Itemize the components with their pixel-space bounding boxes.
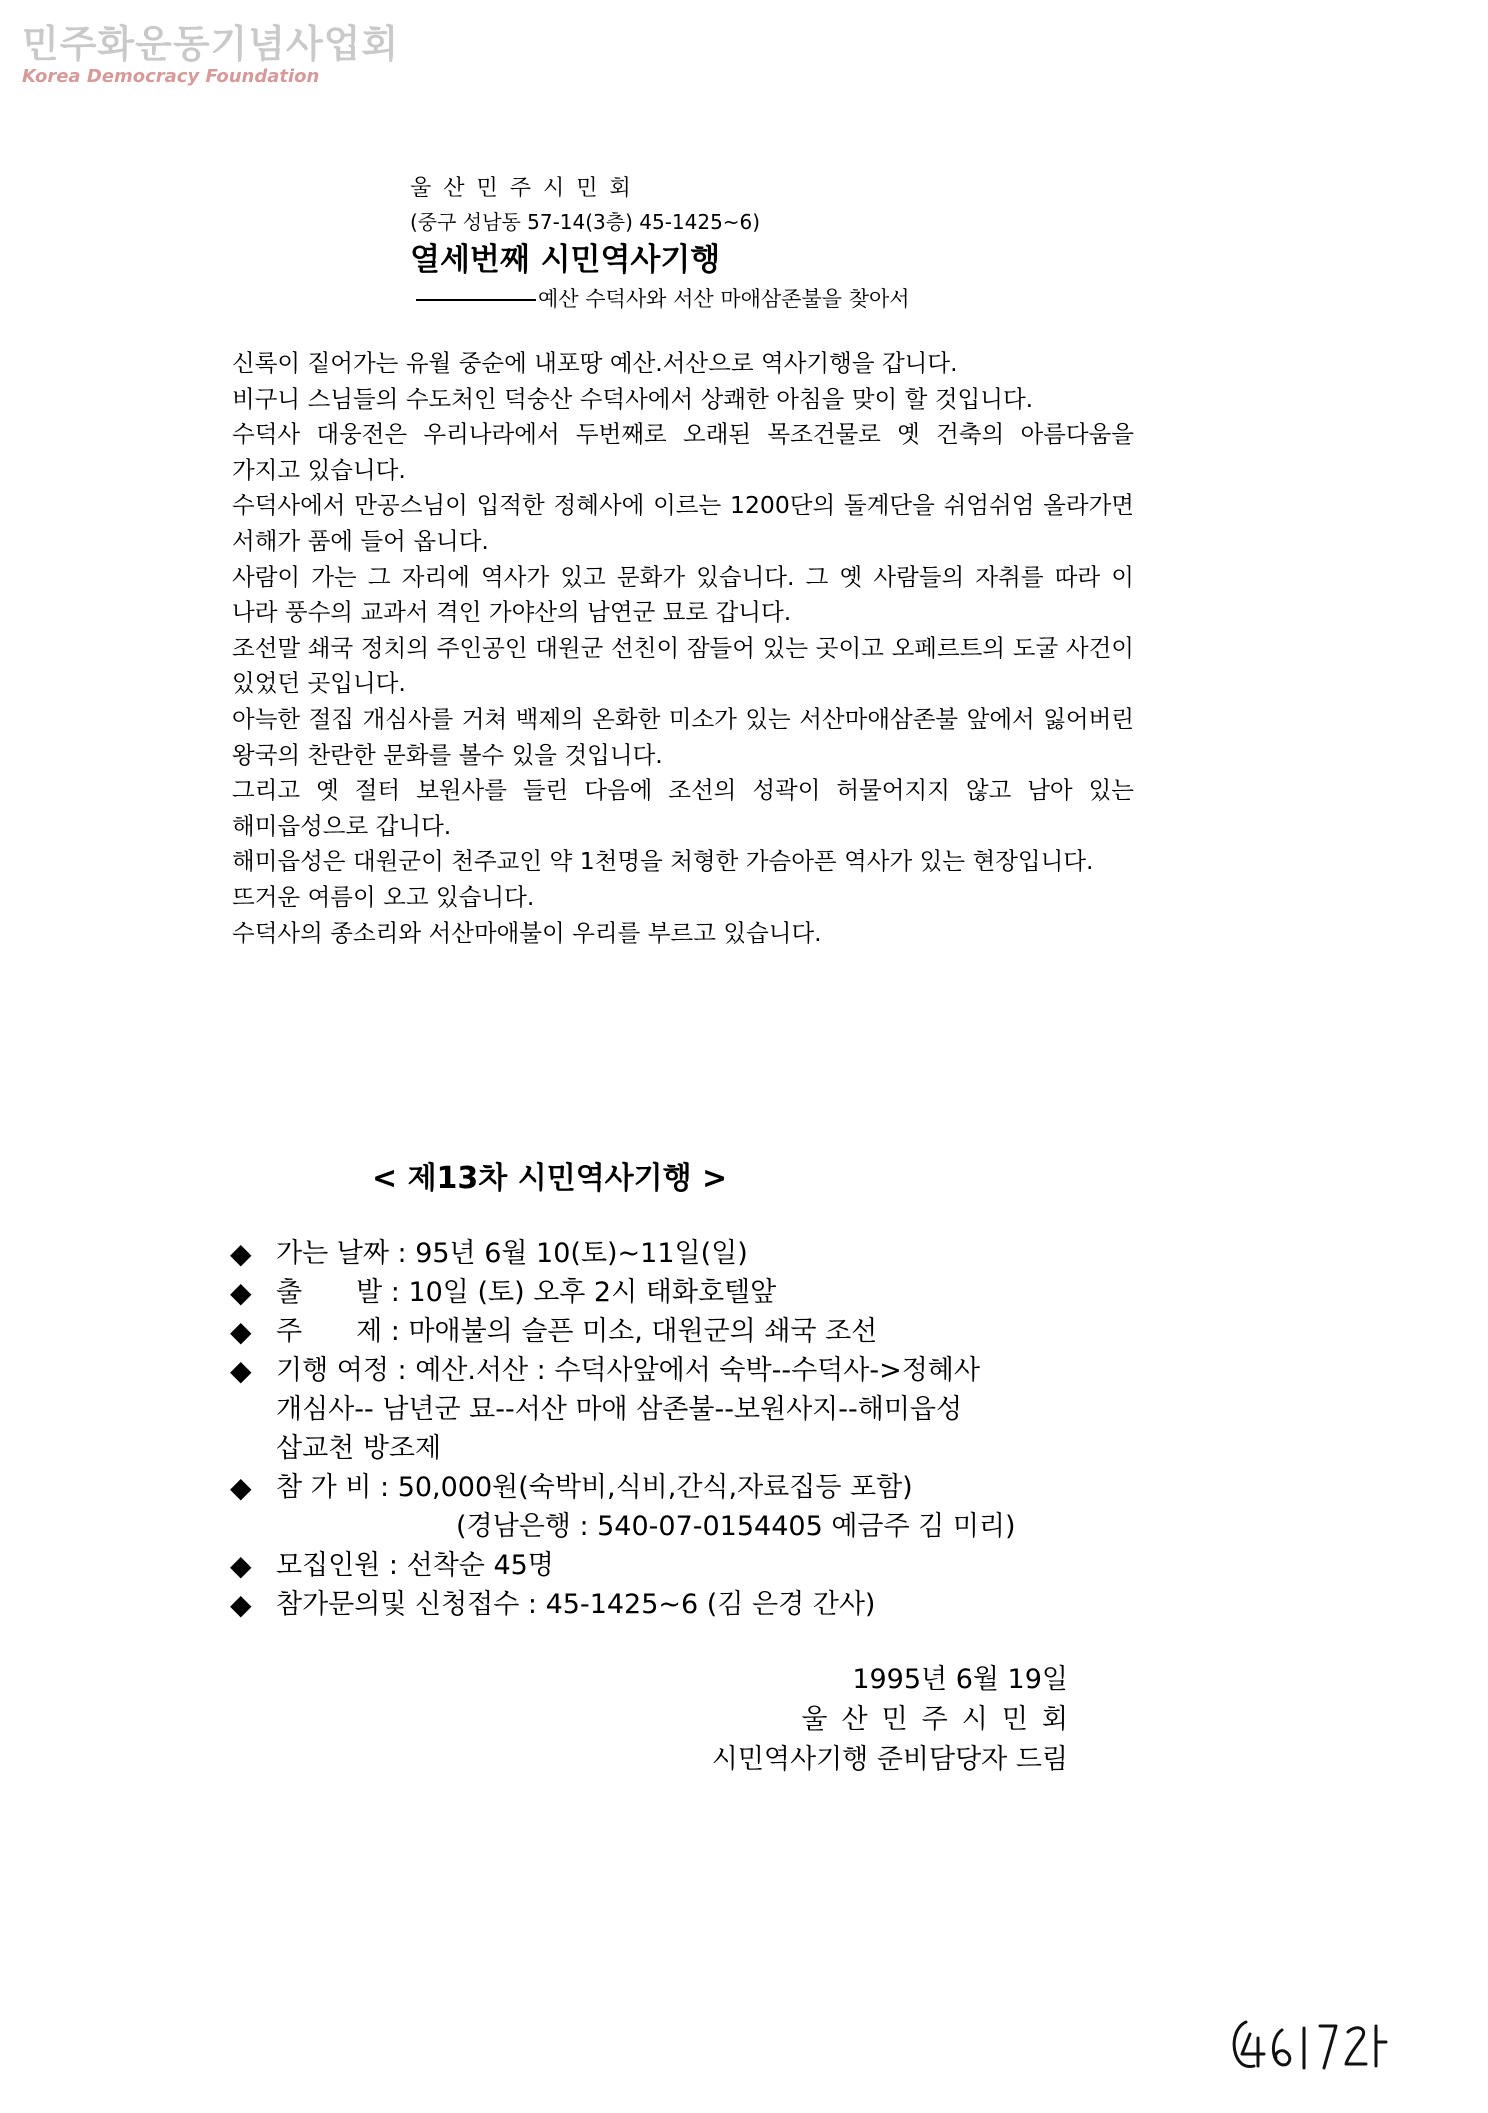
subtitle-dash [416, 299, 536, 301]
trip-details [230, 1234, 1150, 1624]
subtitle-text: 예산 수덕사와 서산 마애삼존불을 찾아서 [538, 287, 910, 311]
body-paragraph: 뜨거운 여름이 오고 있습니다. [232, 882, 535, 911]
detail-label: 참 가 비 : [276, 1472, 390, 1503]
detail-value: 95년 6월 10(토)~11일(일) [415, 1238, 748, 1269]
detail-value: 45-1425~6 (김 은경 간사) [545, 1589, 876, 1620]
body-paragraph: 해미읍성은 대원군이 천주교인 약 1천명을 처형한 가슴아픈 역사가 있는 현장입니다. [232, 847, 1094, 876]
detail-label: 가는 날짜 : [276, 1238, 407, 1269]
detail-route [230, 1351, 1150, 1468]
document-header [410, 172, 1050, 316]
signature-date: 1995년 6월 19일 [852, 1664, 1068, 1695]
detail-label: 모집인원 : [276, 1550, 399, 1581]
bank-account: (경남은행 : 540-07-0154405 예금주 김 미리) [456, 1511, 1016, 1542]
diamond-bullet-icon: ◆ [230, 1237, 252, 1270]
detail-label: 출 발 : [276, 1277, 400, 1308]
body-paragraph: 조선말 쇄국 정치의 주인공인 대원군 선친이 잠들어 있는 곳이고 오페르트의 도굴 사건이 있었던 곳입니다. [232, 633, 1134, 698]
diamond-bullet-icon: ◆ [230, 1549, 252, 1582]
body-paragraph: 수덕사에서 만공스님이 입적한 정혜사에 이르는 1200단의 돌계단을 쉬엄쉬엄 올라가면 서해가 품에 들어 옵니다. [232, 491, 1134, 555]
detail-recruit [230, 1546, 1150, 1585]
watermark-logo [22, 22, 400, 88]
watermark-english: Korea Democracy Foundation [22, 66, 320, 87]
diamond-bullet-icon: ◆ [230, 1315, 252, 1348]
detail-fee [230, 1468, 1150, 1546]
detail-label: 참가문의및 신청접수 : [276, 1589, 537, 1620]
detail-value: 10일 (토) 오후 2시 태화호텔앞 [408, 1277, 777, 1308]
body-paragraph: 사람이 가는 그 자리에 역사가 있고 문화가 있습니다. 그 옛 사람들의 자취를 따라 이 나라 풍수의 교과서 격인 가야산의 남연군 묘로 갑니다. [232, 562, 1134, 627]
section-title: < 제13차 시민역사기행 > [372, 1161, 728, 1196]
detail-theme [230, 1312, 1150, 1351]
body-paragraph: 아늑한 절집 개심사를 거쳐 백제의 온화한 미소가 있는 서산마애삼존불 앞에서 잃어버린 왕국의 찬란한 문화를 볼수 있을 것입니다. [232, 704, 1134, 769]
body-paragraph: 신록이 짙어가는 유월 중순에 내포땅 예산.서산으로 역사기행을 갑니다. [232, 349, 958, 377]
body-text [232, 346, 1134, 951]
detail-value-continued: 삽교천 방조제 [276, 1433, 442, 1464]
signature-from: 시민역사기행 준비담당자 드림 [711, 1744, 1068, 1775]
body-paragraph: 수덕사 대웅전은 우리나라에서 두번째로 오래된 목조건물로 옛 건축의 아름다움을 가지고 있습니다. [232, 420, 1134, 484]
detail-value: 마애불의 슬픈 미소, 대원군의 쇄국 조선 [408, 1316, 878, 1347]
detail-value: 50,000원(숙박비,식비,간식,자료집등 포함) [397, 1472, 913, 1503]
body-paragraph: 그리고 옛 절터 보원사를 들린 다음에 조선의 성곽이 허물어지지 않고 남아 있는 해미읍성으로 갑니다. [232, 776, 1134, 840]
document-subtitle [410, 282, 1050, 316]
detail-date [230, 1234, 1150, 1273]
signature-block [711, 1660, 1082, 1780]
header-address: (중구 성남동 57-14(3층) 45-1425~6) [410, 210, 761, 234]
document-title: 열세번째 시민역사기행 [410, 242, 721, 278]
header-organization: 울산민주시민회 [410, 176, 643, 201]
diamond-bullet-icon: ◆ [230, 1276, 252, 1309]
detail-label: 주 제 : [276, 1316, 400, 1347]
detail-departure [230, 1273, 1150, 1312]
detail-value-continued: 개심사-- 남년군 묘--서산 마애 삼존불--보원사지--해미읍성 [276, 1394, 963, 1425]
detail-value: 예산.서산 : 수덕사앞에서 숙박--수덕사->정혜사 [415, 1355, 980, 1386]
diamond-bullet-icon: ◆ [230, 1471, 252, 1504]
signature-organization: 울산민주시민회 [801, 1704, 1082, 1735]
diamond-bullet-icon: ◆ [230, 1588, 252, 1621]
detail-label: 기행 여정 : [276, 1355, 407, 1386]
detail-inquiry [230, 1585, 1150, 1624]
watermark-korean: 민주화운동기념사업회 [22, 22, 400, 66]
detail-value: 선착순 45명 [406, 1550, 554, 1581]
body-paragraph: 비구니 스님들의 수도처인 덕숭산 수덕사에서 상쾌한 아침을 맞이 할 것입니다. [232, 384, 1034, 413]
body-paragraph: 수덕사의 종소리와 서산마애불이 우리를 부르고 있습니다. [232, 918, 822, 947]
handwritten-archive-number [1224, 2014, 1394, 2076]
diamond-bullet-icon: ◆ [230, 1354, 252, 1387]
